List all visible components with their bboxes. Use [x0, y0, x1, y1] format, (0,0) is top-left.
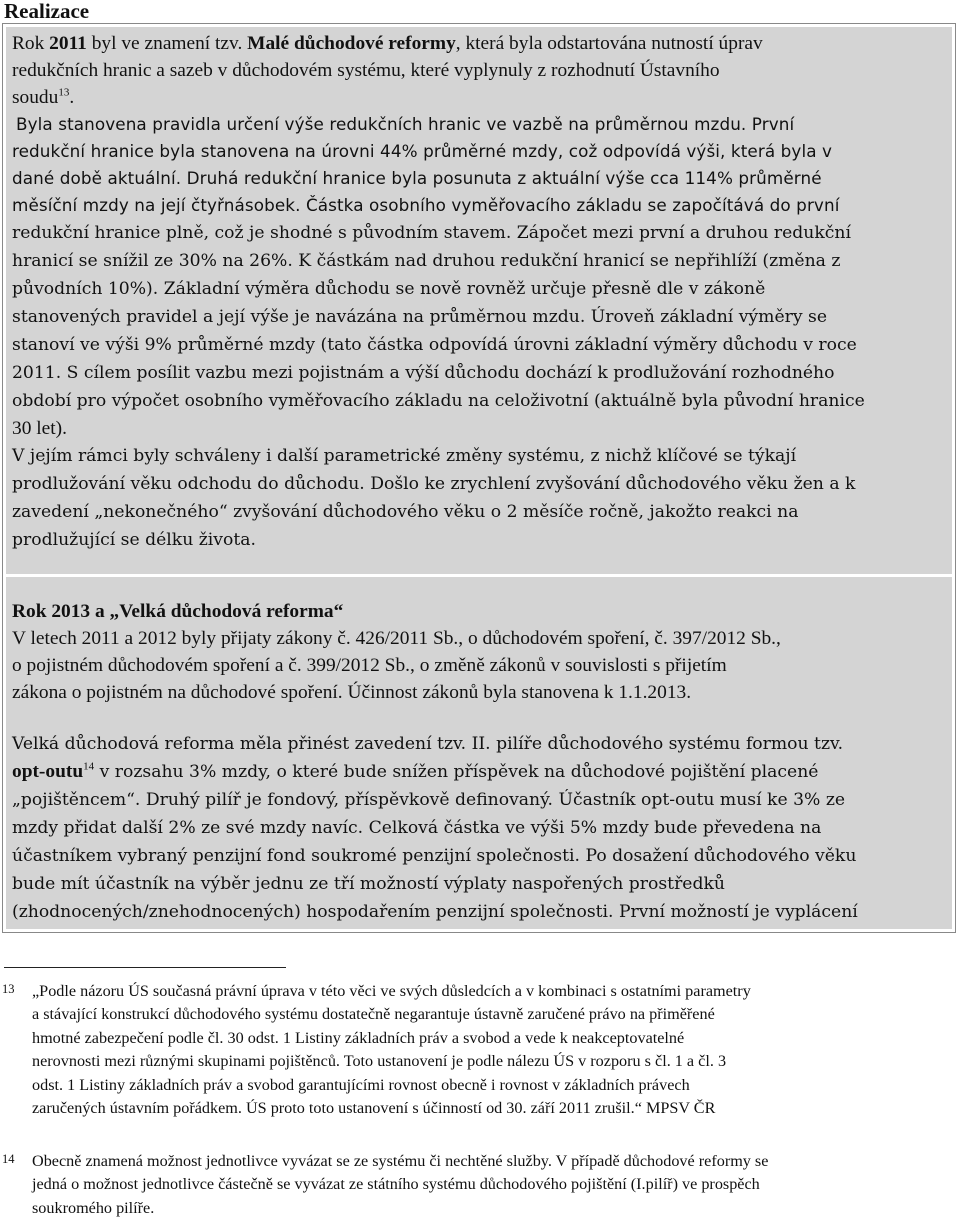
paragraph-line [12, 247, 944, 275]
footnote-line: Obecně znamená možnost jednotlivce vyvázat se ze systému či nechtěné služby. V případě důchodové reformy se [32, 1152, 769, 1170]
paragraph-line [12, 165, 944, 192]
subsection-title-text: Rok 2013 a „Velká důchodová reforma“ [12, 601, 344, 622]
text-run: mzdy přidat další 2% ze své mzdy navíc. Celková částka ve výši 5% mzdy bude převedena na [12, 818, 822, 838]
footnote-line: nerovnosti mezi různými skupinami pojištěnců. Toto ustanovení je podle nálezu ÚS v rozporu s čl. 1 a čl. 3 [32, 1052, 727, 1071]
paragraph-line [12, 387, 944, 415]
paragraph-line: zákona o pojistném na důchodové spoření. Účinnost zákonů byla stanovena k 1.1.2013. [12, 682, 692, 703]
text-run: „pojištěncem“. Druhý pilíř je fondový, příspěvkově definovaný. Účastník opt-outu musí ke 3% ze [12, 790, 846, 810]
paragraph-line [12, 814, 944, 842]
footnote-ref-13[interactable]: 13 [58, 86, 70, 99]
footnote-text [32, 1150, 932, 1220]
text-run: měsíční mzdy na její čtyřnásobek. Částka osobního vyměřovacího základu se započítává do první [12, 195, 840, 215]
text-run: v rozsahu 3% mzdy, o které bude snížen příspěvek na důchodové pojištění placené [94, 762, 819, 782]
subsection-title [12, 598, 944, 625]
paragraph-line: o pojistném důchodovém spoření a č. 399/2012 Sb., o změně zákonů v souvislosti s přijetím [12, 655, 727, 676]
footnote-ref-14[interactable]: 14 [83, 760, 95, 773]
paragraph-line [12, 870, 944, 898]
text-run: V jejím rámci byly schváleny i další parametrické změny systému, z nichž klíčové se týkají [12, 446, 797, 466]
text-run: 2011. S cílem posílit vazbu mezi pojistnám a výší důchodu dochází k prodlužování rozhodného [12, 363, 835, 383]
paragraph-line [12, 275, 944, 303]
footnote-text [32, 980, 932, 1120]
section-heading: Realizace [4, 0, 90, 23]
footnote-line: „Podle názoru ÚS současná právní úprava v této věci ve svých důsledcích a v kombinaci s ostatními parametry [32, 982, 751, 1000]
paragraph-line [12, 192, 944, 219]
paragraph-gap [12, 706, 944, 730]
text-run: Byla stanovena pravidla určení výše redukčních hranic ve vazbě na průměrnou mzdu. První [16, 114, 795, 134]
paragraph-line [12, 758, 944, 786]
text-run: prodlužující se délku života. [12, 530, 256, 550]
opt-out-bold: opt-outu [12, 761, 84, 782]
text-run: byl ve znamení tzv. [86, 33, 248, 54]
text-run: zavedení „nekonečného“ zvyšování důchodového věku o 2 měsíče ročně, jakožto reakci na [12, 502, 799, 522]
footnote-line: zaručených ústavním pořádkem. ÚS proto toto ustanovení s účinností od 30. září 2011 zrušil.“ MPSV ČR [32, 1099, 716, 1118]
text-run: dané době aktuální. Druhá redukční hranice byla posunuta z aktuální výše cca 114% průměrné [12, 168, 822, 188]
paragraph-line: V letech 2011 a 2012 byly přijaty zákony č. 426/2011 Sb., o důchodovém spoření, č. 397/2012 Sb., [12, 628, 781, 649]
footnote-line: odst. 1 Listiny základních práv a svobod garantujícími rovnost obecně i rovnost v základních právech [32, 1075, 690, 1094]
footnote-line: soukromého pilíře. [32, 1198, 155, 1217]
table-cell-2013 [6, 577, 952, 929]
year-bold: 2011 [49, 33, 87, 54]
paragraph-line [12, 84, 944, 111]
paragraph-line [12, 526, 944, 554]
text-run: soudu [12, 87, 59, 108]
text-run: bude mít účastník na výběr jednu ze tří možností výplaty naspořených prostředků [12, 874, 725, 894]
text-run: období pro výpočet osobního vyměřovacího základu na celoživotní (aktuálně byla původní hranice [12, 391, 865, 411]
paragraph-line [12, 898, 944, 926]
paragraph-line [12, 442, 944, 470]
paragraph-line [12, 138, 944, 165]
text-run: původních 10%). Základní výměra důchodu se nově rovněž určuje přesně dle v zákoně [12, 279, 766, 299]
text-run: Rok [12, 33, 50, 54]
paragraph-line [12, 730, 944, 758]
footnote-14 [2, 1150, 932, 1220]
paragraph-line [12, 219, 944, 247]
text-run: , která byla odstartována nutností úprav [455, 33, 763, 54]
text-run: redukční hranice byla stanovena na úrovni 44% průměrné mzdy, což odpovídá výši, která byla v [12, 141, 833, 161]
footnote-line: hmotné zabezpečení podle čl. 30 odst. 1 Listiny základních práv a svobod a vede k neakceptovatelné [32, 1028, 685, 1047]
table-cell-2011 [6, 27, 952, 574]
text-run: Velká důchodová reforma měla přinést zavedení tzv. II. pilíře důchodového systému formou tzv. [12, 734, 844, 754]
paragraph-line [12, 331, 944, 359]
reform-name-bold: Malé důchodové reformy [247, 33, 456, 54]
footnote-number: 14 [2, 1152, 15, 1166]
text-run: prodlužování věku odchodu do důchodu. Došlo ke zrychlení zvyšování důchodového věku žen a k [12, 474, 856, 494]
text-run: redukční hranice plně, což je shodné s původním stavem. Zápočet mezi první a druhou redukční [12, 223, 851, 243]
paragraph-line [12, 359, 944, 387]
paragraph-line: redukčních hranic a sazeb v důchodovém systému, které vyplynuly z rozhodnutí Ústavního [12, 60, 720, 81]
paragraph-line [12, 303, 944, 331]
text-run: hranicí se snížil ze 30% na 26%. K částkám nad druhou redukční hranicí se nepřihlíží (změna z [12, 251, 841, 271]
footnote-line: jedná o možnost jednotlivce částečně se vyvázat ze státního systému důchodového pojištění (I.pilíř) ve prospěch [32, 1175, 760, 1194]
footnote-number: 13 [2, 982, 15, 996]
paragraph-line [12, 470, 944, 498]
paragraph-line [12, 111, 944, 138]
paragraph-line [12, 842, 944, 870]
text-run: (zhodnocených/znehodnocených) hospodařením penzijní společnosti. První možností je vyplácení [12, 902, 858, 922]
paragraph-line [12, 786, 944, 814]
paragraph-line [12, 30, 944, 57]
text-run: . [69, 87, 75, 108]
footnote-separator [4, 967, 286, 968]
text-run: stanoví ve výši 9% průměrné mzdy (tato částka odpovídá úrovni základní výměry důchodu v roce [12, 335, 857, 355]
text-run: účastníkem vybraný penzijní fond soukromé penzijní společnosti. Po dosažení důchodového věku [12, 846, 857, 866]
footnote-13 [2, 980, 932, 1120]
paragraph-line: 30 let). [12, 418, 67, 439]
paragraph-line [12, 498, 944, 526]
footnote-line: a stávající konstrukcí důchodového systému dostatečně negarantuje ústavně zaručené právo na přiměřené [32, 1005, 715, 1024]
content-table [2, 23, 956, 933]
text-run: stanovených pravidel a její výše je navázána na průměrnou mzdu. Úroveň základní výměry se [12, 307, 827, 327]
